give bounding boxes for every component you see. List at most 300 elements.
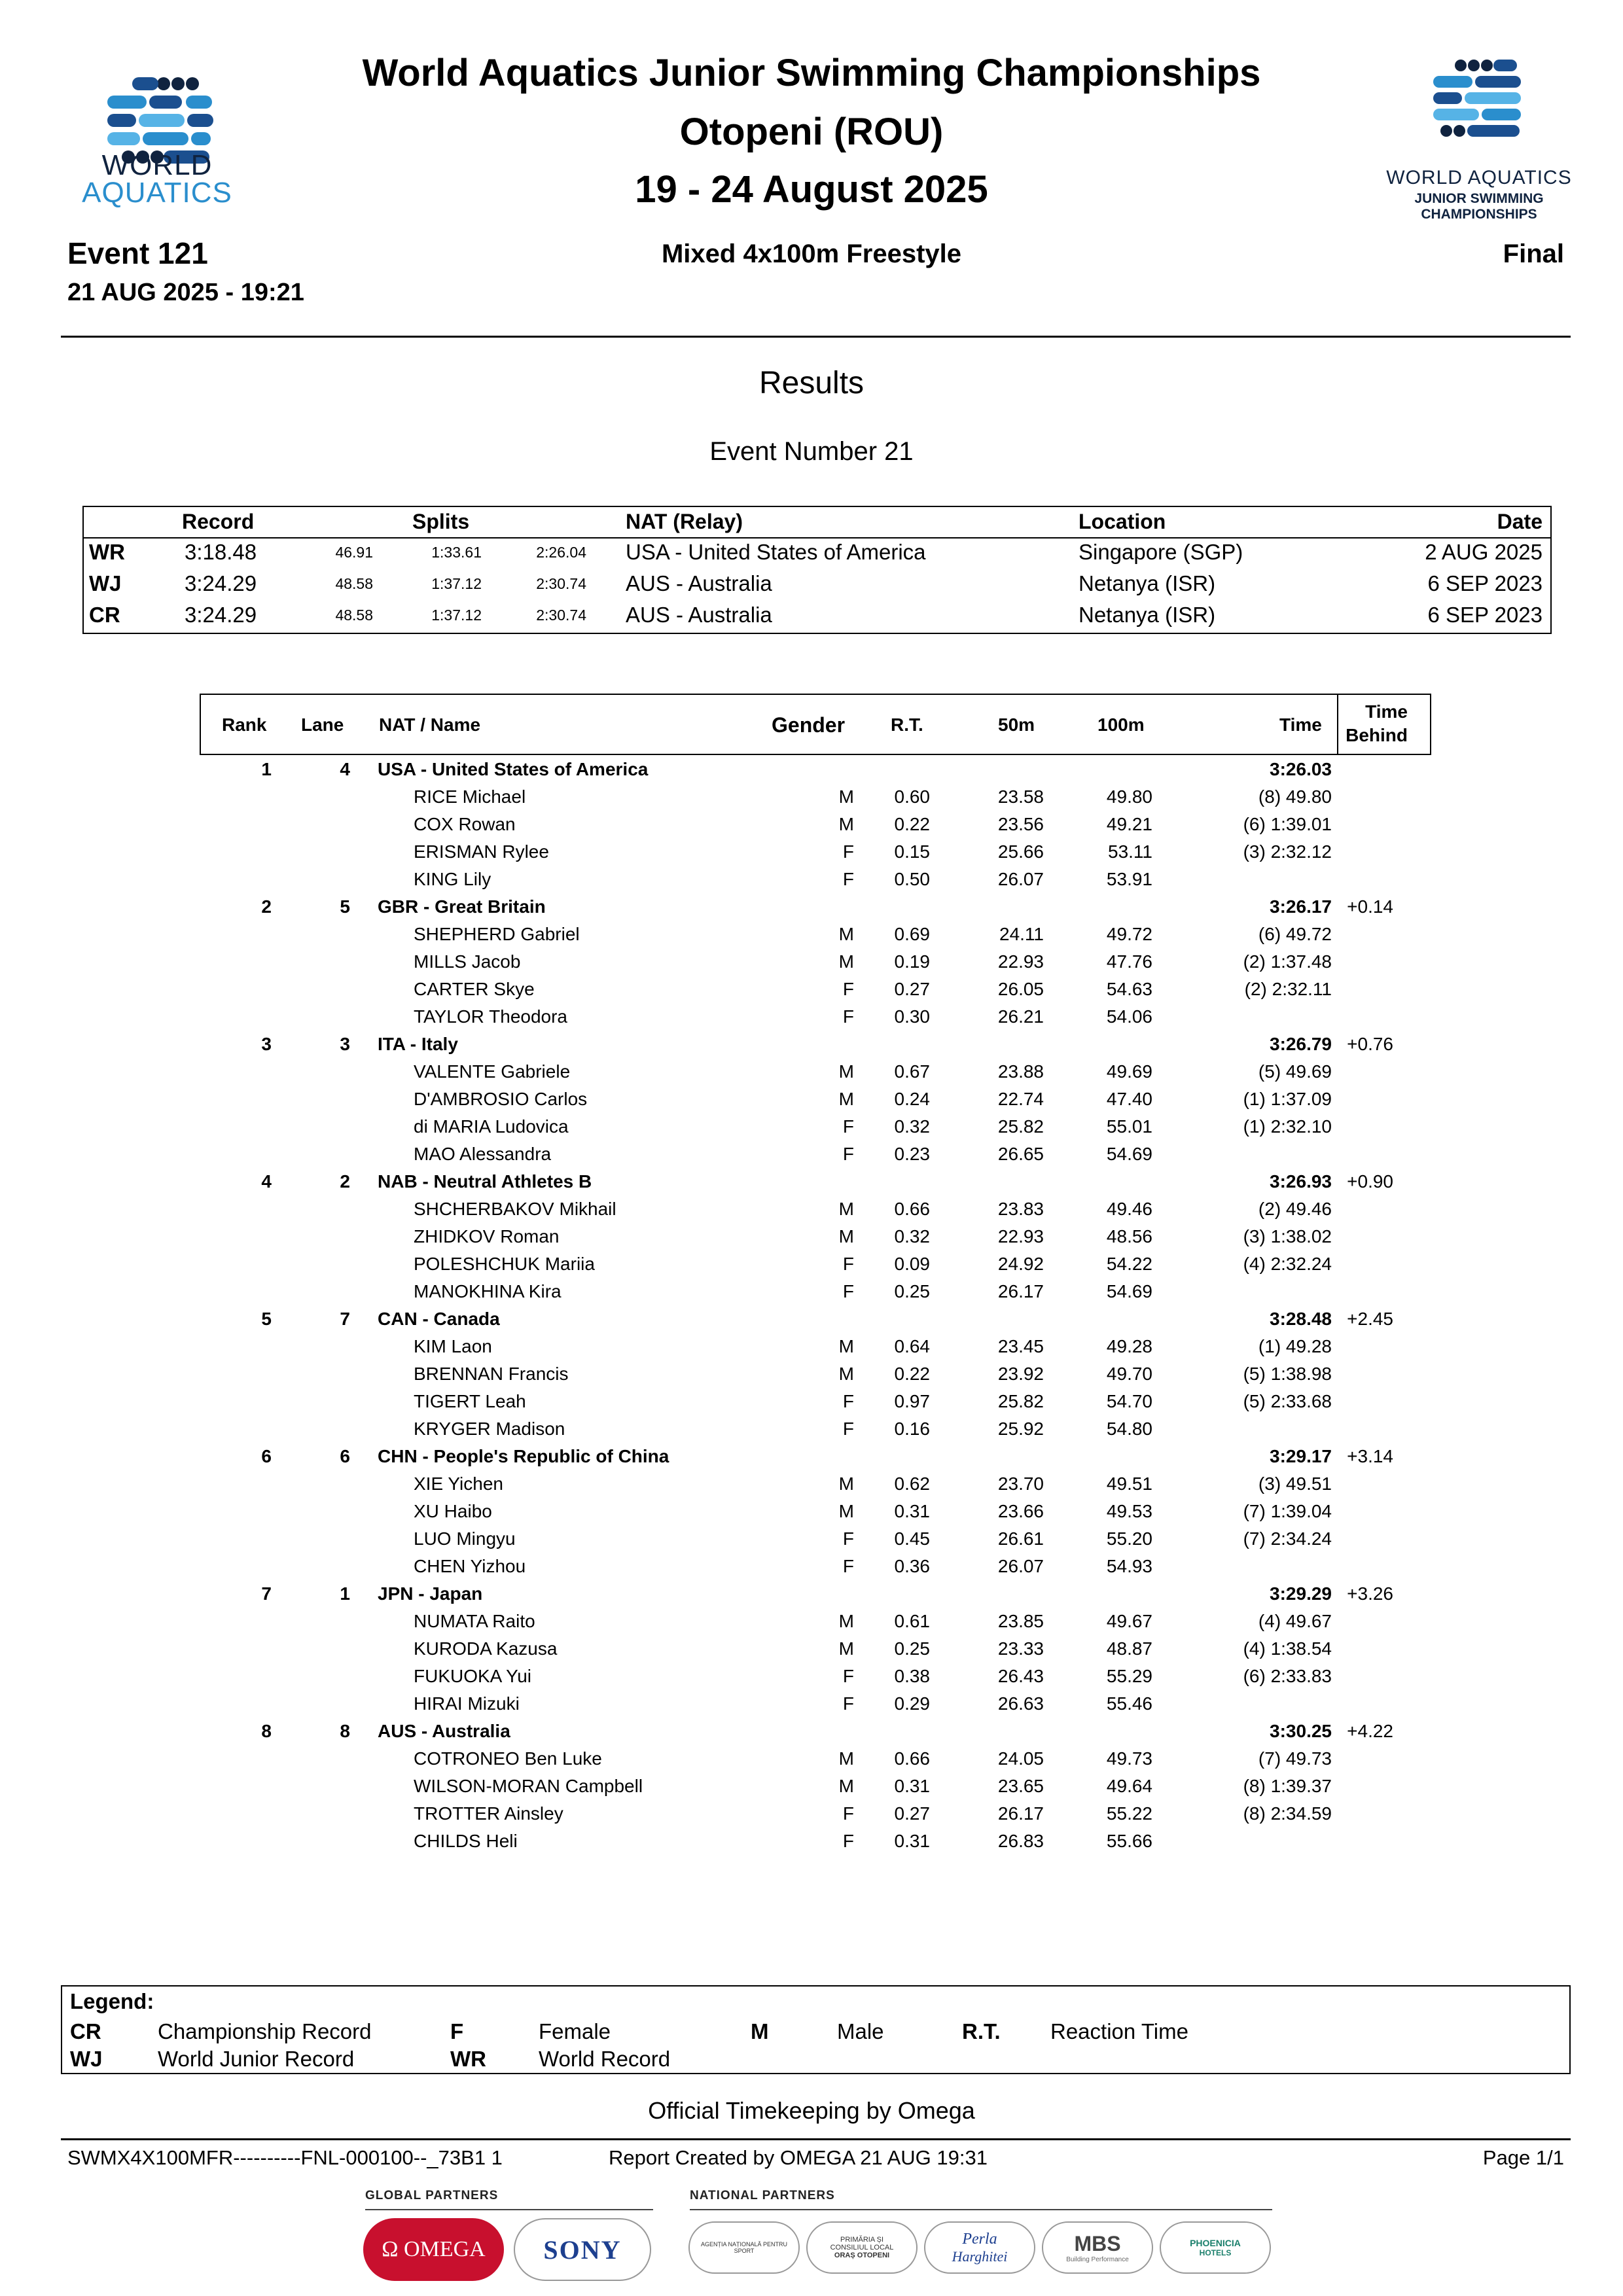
- legend-wj-text: World Junior Record: [158, 2047, 355, 2071]
- record-type: WR: [89, 540, 125, 564]
- swimmer-reaction-time: 0.69: [894, 924, 930, 944]
- swimmer-gender: F: [842, 869, 854, 889]
- swimmer-name: BRENNAN Francis: [414, 1364, 569, 1384]
- swimmer-row: [200, 784, 1431, 811]
- swimmer-row: [200, 1388, 1431, 1416]
- swimmer-row: [200, 1251, 1431, 1279]
- swimmer-split-50m: 26.07: [997, 1556, 1044, 1576]
- swimmer-split-50m: 23.88: [997, 1061, 1044, 1082]
- swimmer-cumulative: (4) 2:32.24: [1243, 1254, 1332, 1274]
- record-date: 2 AUG 2025: [1425, 540, 1543, 564]
- swimmer-name: MAO Alessandra: [414, 1144, 552, 1164]
- team-rank: 7: [261, 1583, 272, 1604]
- partner-ans-text: AGENȚIA NAȚIONALĂ PENTRU SPORT: [700, 2241, 788, 2254]
- swimmer-split-100m: 49.53: [1106, 1501, 1152, 1521]
- legend-rt-code: R.T.: [962, 2019, 1001, 2043]
- legend-cr-code: CR: [70, 2019, 101, 2043]
- swimmer-split-100m: 54.93: [1106, 1556, 1152, 1576]
- swimmer-row: [200, 1361, 1431, 1388]
- col-rt: R.T.: [891, 715, 923, 735]
- swimmer-name: NUMATA Raito: [414, 1611, 535, 1631]
- record-date: 6 SEP 2023: [1427, 603, 1543, 627]
- swimmer-split-50m: 23.92: [997, 1364, 1044, 1384]
- swimmer-name: KIM Laon: [414, 1336, 492, 1356]
- record-split-2: 1:37.12: [431, 575, 482, 592]
- team-behind: +0.14: [1347, 896, 1393, 917]
- swimmer-reaction-time: 0.45: [894, 1528, 930, 1549]
- swimmer-gender: F: [842, 1556, 854, 1576]
- swimmer-row: [200, 1416, 1431, 1443]
- swimmer-reaction-time: 0.25: [894, 1638, 930, 1659]
- swimmer-split-100m: 54.70: [1106, 1391, 1152, 1411]
- team-lane: 7: [340, 1309, 350, 1329]
- col-name: NAT / Name: [379, 715, 481, 735]
- record-split-3: 2:26.04: [536, 544, 586, 561]
- swimmer-split-50m: 24.11: [999, 924, 1044, 944]
- legend-m-code: M: [751, 2019, 769, 2043]
- legend-f-code: F: [450, 2019, 464, 2043]
- team-rank: 6: [261, 1446, 272, 1466]
- record-location: Netanya (ISR): [1079, 571, 1216, 595]
- swimmer-split-50m: 22.74: [997, 1089, 1044, 1109]
- championship-title: World Aquatics Junior Swimming Championships: [362, 52, 1261, 94]
- championship-dates: 19 - 24 August 2025: [635, 168, 988, 211]
- omega-logo: [363, 2218, 504, 2281]
- team-time: 3:29.29: [1270, 1583, 1332, 1604]
- swimmer-gender: F: [842, 1803, 854, 1824]
- swimmer-reaction-time: 0.38: [894, 1666, 930, 1686]
- col-rank: Rank: [222, 715, 267, 735]
- team-rank: 1: [261, 759, 272, 779]
- swimmer-cumulative: (7) 49.73: [1258, 1748, 1332, 1769]
- swimmer-reaction-time: 0.22: [894, 814, 930, 834]
- swimmer-cumulative: (7) 2:34.24: [1243, 1528, 1332, 1549]
- swimmer-gender: M: [838, 1638, 854, 1659]
- swimmer-split-100m: 54.69: [1106, 1281, 1152, 1301]
- swimmer-split-100m: 49.80: [1106, 786, 1152, 807]
- team-lane: 6: [340, 1446, 350, 1466]
- team-name: JPN - Japan: [378, 1583, 483, 1604]
- swimmer-cumulative: (5) 49.69: [1258, 1061, 1332, 1082]
- swimmer-name: COX Rowan: [414, 814, 516, 834]
- team-row: [200, 1031, 1431, 1059]
- swimmer-split-100m: 48.87: [1106, 1638, 1152, 1659]
- swimmer-name: FUKUOKA Yui: [414, 1666, 532, 1686]
- partner-ans-logo: [688, 2221, 800, 2274]
- swimmer-name: TAYLOR Theodora: [414, 1006, 568, 1027]
- record-split-1: 46.91: [335, 544, 373, 561]
- record-time: 3:24.29: [185, 603, 257, 627]
- swimmer-gender: F: [842, 1528, 854, 1549]
- swimmer-row: [200, 811, 1431, 839]
- team-row: [200, 1443, 1431, 1471]
- swimmer-name: di MARIA Ludovica: [414, 1116, 569, 1137]
- swimmer-reaction-time: 0.30: [894, 1006, 930, 1027]
- record-nat: USA - United States of America: [626, 540, 926, 564]
- swimmer-reaction-time: 0.62: [894, 1474, 930, 1494]
- swimmer-split-50m: 26.65: [997, 1144, 1044, 1164]
- record-split-3: 2:30.74: [536, 607, 586, 624]
- swimmer-split-50m: 26.17: [997, 1803, 1044, 1824]
- timekeeping-note: Official Timekeeping by Omega: [648, 2097, 975, 2124]
- swimmer-gender: F: [842, 1254, 854, 1274]
- col-time-behind-2: Behind: [1346, 725, 1408, 745]
- junior-championships-logo: [1420, 59, 1571, 164]
- swimmer-split-50m: 23.58: [997, 786, 1044, 807]
- swimmer-split-50m: 24.92: [997, 1254, 1044, 1274]
- swimmer-split-50m: 25.92: [997, 1419, 1044, 1439]
- swimmer-gender: M: [838, 951, 854, 972]
- record-split-2: 1:33.61: [431, 544, 482, 561]
- swimmer-name: XU Haibo: [414, 1501, 492, 1521]
- partner-perla-text-2: Harghitei: [952, 2248, 1008, 2265]
- swimmer-split-50m: 23.83: [997, 1199, 1044, 1219]
- swimmer-gender: M: [838, 1061, 854, 1082]
- section-title: Results: [758, 366, 865, 400]
- swimmer-split-50m: 26.61: [997, 1528, 1044, 1549]
- omega-logo-text: Ω OMEGA: [382, 2237, 486, 2261]
- record-time: 3:18.48: [185, 540, 257, 564]
- footer-report: Report Created by OMEGA 21 AUG 19:31: [609, 2146, 988, 2169]
- team-time: 3:26.93: [1270, 1171, 1332, 1192]
- legend-wj-code: WJ: [70, 2047, 103, 2071]
- wj-wordmark-3: CHAMPIONSHIPS: [1421, 207, 1537, 222]
- swimmer-name: ZHIDKOV Roman: [414, 1226, 560, 1246]
- swimmer-reaction-time: 0.36: [894, 1556, 930, 1576]
- swimmer-cumulative: (1) 2:32.10: [1243, 1116, 1332, 1137]
- record-nat: AUS - Australia: [626, 571, 772, 595]
- team-behind: +0.90: [1347, 1171, 1393, 1192]
- team-row: [200, 1306, 1431, 1333]
- swimmer-gender: M: [838, 1226, 854, 1246]
- swimmer-split-50m: 23.70: [997, 1474, 1044, 1494]
- swimmer-split-100m: 55.22: [1106, 1803, 1152, 1824]
- team-behind: +0.76: [1347, 1034, 1393, 1054]
- legend-box: [61, 1985, 1571, 2074]
- swimmer-row: [200, 1773, 1431, 1801]
- global-partners-rule: [365, 2209, 653, 2210]
- swimmer-split-50m: 23.66: [997, 1501, 1044, 1521]
- swimmer-split-100m: 49.73: [1106, 1748, 1152, 1769]
- swimmer-name: CHEN Yizhou: [414, 1556, 526, 1576]
- swimmer-split-100m: 53.11: [1108, 841, 1152, 862]
- record-split-2: 1:37.12: [431, 607, 482, 624]
- legend-rt-text: Reaction Time: [1050, 2019, 1188, 2043]
- results-header: [200, 694, 1431, 755]
- world-aquatics-wordmark-1: WORLD: [101, 149, 213, 181]
- swimmer-name: KRYGER Madison: [414, 1419, 565, 1439]
- legend-cr-text: Championship Record: [158, 2019, 372, 2043]
- team-name: USA - United States of America: [378, 759, 649, 779]
- event-datetime: 21 AUG 2025 - 19:21: [67, 279, 304, 306]
- record-split-1: 48.58: [335, 575, 373, 592]
- swimmer-reaction-time: 0.31: [894, 1501, 930, 1521]
- partner-perla-text-1: Perla: [962, 2230, 997, 2248]
- swimmer-reaction-time: 0.66: [894, 1748, 930, 1769]
- championship-location: Otopeni (ROU): [679, 111, 944, 153]
- legend-f-text: Female: [539, 2019, 611, 2043]
- legend-title: Legend:: [70, 1989, 154, 2013]
- swimmer-split-100m: 47.40: [1106, 1089, 1152, 1109]
- team-time: 3:26.03: [1270, 759, 1332, 779]
- record-split-3: 2:30.74: [536, 575, 586, 592]
- swimmer-reaction-time: 0.09: [894, 1254, 930, 1274]
- team-rank: 8: [261, 1721, 272, 1741]
- swimmer-reaction-time: 0.31: [894, 1831, 930, 1851]
- swimmer-split-50m: 25.82: [997, 1116, 1044, 1137]
- footer-code: SWMX4X100MFR----------FNL-000100--_73B1 1: [67, 2146, 503, 2169]
- footer-divider: [61, 2138, 1571, 2140]
- swimmer-name: KURODA Kazusa: [414, 1638, 558, 1659]
- swimmer-cumulative: (1) 49.28: [1258, 1336, 1332, 1356]
- swimmer-row: [200, 1498, 1431, 1526]
- swimmer-split-100m: 55.01: [1106, 1116, 1152, 1137]
- swimmer-gender: F: [842, 1116, 854, 1137]
- swimmer-gender: F: [842, 1144, 854, 1164]
- partner-mbs-text-1: MBS: [1074, 2232, 1121, 2255]
- swimmer-gender: M: [838, 924, 854, 944]
- swimmer-cumulative: (5) 2:33.68: [1243, 1391, 1332, 1411]
- swimmer-name: HIRAI Mizuki: [414, 1693, 520, 1714]
- swimmer-split-100m: 54.69: [1106, 1144, 1152, 1164]
- col-time: Time: [1279, 715, 1322, 735]
- swimmer-row: [200, 1196, 1431, 1224]
- swimmer-reaction-time: 0.29: [894, 1693, 930, 1714]
- swimmer-split-100m: 54.80: [1106, 1419, 1152, 1439]
- sony-logo: [514, 2218, 651, 2281]
- team-lane: 1: [340, 1583, 350, 1604]
- team-row: [200, 894, 1431, 921]
- team-row: [200, 756, 1431, 784]
- swimmer-row: [200, 1553, 1431, 1581]
- swimmer-gender: M: [838, 814, 854, 834]
- swimmer-cumulative: (8) 1:39.37: [1243, 1776, 1332, 1796]
- swimmer-split-50m: 22.93: [997, 1226, 1044, 1246]
- swimmer-gender: M: [838, 1089, 854, 1109]
- legend-wr-code: WR: [450, 2047, 486, 2071]
- event-label: Event 121: [67, 236, 208, 270]
- event-phase: Final: [1503, 239, 1564, 268]
- swimmer-gender: F: [842, 1666, 854, 1686]
- swimmer-split-50m: 25.66: [997, 841, 1044, 862]
- partner-phoenicia-text-2: HOTELS: [1199, 2248, 1232, 2257]
- swimmer-split-50m: 25.82: [997, 1391, 1044, 1411]
- swimmer-name: KING Lily: [414, 869, 491, 889]
- world-aquatics-wordmark-2: AQUATICS: [82, 177, 232, 209]
- swimmer-reaction-time: 0.22: [894, 1364, 930, 1384]
- col-50m: 50m: [998, 715, 1035, 735]
- team-name: CHN - People's Republic of China: [378, 1446, 669, 1466]
- team-lane: 2: [340, 1171, 350, 1192]
- team-rank: 3: [261, 1034, 272, 1054]
- swimmer-row: [200, 1608, 1431, 1636]
- record-type: WJ: [89, 571, 122, 595]
- swimmer-split-100m: 54.63: [1106, 979, 1152, 999]
- swimmer-gender: F: [842, 1831, 854, 1851]
- swimmer-cumulative: (1) 1:37.09: [1243, 1089, 1332, 1109]
- team-behind: +4.22: [1347, 1721, 1393, 1741]
- team-lane: 5: [340, 896, 350, 917]
- records-header-record: Record: [182, 510, 255, 533]
- records-header-nat: NAT (Relay): [626, 510, 743, 533]
- swimmer-gender: M: [838, 1501, 854, 1521]
- swimmer-cumulative: (2) 2:32.11: [1244, 979, 1332, 999]
- record-location: Netanya (ISR): [1079, 603, 1216, 627]
- swimmer-cumulative: (7) 1:39.04: [1243, 1501, 1332, 1521]
- team-time: 3:28.48: [1270, 1309, 1332, 1329]
- swimmer-split-50m: 22.93: [997, 951, 1044, 972]
- swimmer-split-100m: 48.56: [1106, 1226, 1152, 1246]
- swimmer-split-100m: 49.21: [1106, 814, 1152, 834]
- swimmer-split-50m: 26.21: [997, 1006, 1044, 1027]
- swimmer-row: [200, 1663, 1431, 1691]
- swimmer-cumulative: (4) 1:38.54: [1243, 1638, 1332, 1659]
- swimmer-cumulative: (6) 49.72: [1258, 924, 1332, 944]
- swimmer-cumulative: (8) 49.80: [1258, 786, 1332, 807]
- partner-phoenicia-logo: [1160, 2221, 1271, 2274]
- swimmer-cumulative: (6) 1:39.01: [1243, 814, 1332, 834]
- partner-otopeni-text-1: PRIMĂRIA ȘI: [840, 2236, 884, 2244]
- swimmer-cumulative: (6) 2:33.83: [1243, 1666, 1332, 1686]
- swimmer-split-50m: 23.65: [997, 1776, 1044, 1796]
- team-row: [200, 1169, 1431, 1196]
- footer-page: Page 1/1: [1482, 2146, 1564, 2169]
- record-nat: AUS - Australia: [626, 603, 772, 627]
- swimmer-row: [200, 1059, 1431, 1086]
- swimmer-split-50m: 23.56: [997, 814, 1044, 834]
- swimmer-row: [200, 1801, 1431, 1828]
- swimmer-split-50m: 26.05: [997, 979, 1044, 999]
- team-name: GBR - Great Britain: [378, 896, 546, 917]
- swimmer-gender: F: [842, 1281, 854, 1301]
- col-time-behind-1: Time: [1365, 701, 1408, 722]
- swimmer-split-100m: 54.06: [1106, 1006, 1152, 1027]
- swimmer-cumulative: (4) 49.67: [1258, 1611, 1332, 1631]
- team-lane: 4: [340, 759, 350, 779]
- records-header-splits: Splits: [412, 510, 470, 533]
- swimmer-reaction-time: 0.97: [894, 1391, 930, 1411]
- swimmer-split-100m: 55.29: [1106, 1666, 1152, 1686]
- swimmer-name: SHCHERBAKOV Mikhail: [414, 1199, 616, 1219]
- swimmer-reaction-time: 0.50: [894, 869, 930, 889]
- team-rank: 2: [261, 896, 272, 917]
- team-time: 3:30.25: [1270, 1721, 1332, 1741]
- wj-wordmark-1: WORLD AQUATICS: [1386, 167, 1572, 188]
- team-time: 3:26.17: [1270, 896, 1332, 917]
- team-rank: 4: [261, 1171, 272, 1192]
- swimmer-row: [200, 1224, 1431, 1251]
- col-behind-divider: [1337, 695, 1338, 755]
- swimmer-split-100m: 55.66: [1106, 1831, 1152, 1851]
- swimmer-cumulative: (3) 49.51: [1258, 1474, 1332, 1494]
- partner-otopeni-text-3: ORAȘ OTOPENI: [834, 2252, 890, 2259]
- swimmer-row: [200, 866, 1431, 894]
- swimmer-row: [200, 949, 1431, 976]
- swimmer-name: TROTTER Ainsley: [414, 1803, 563, 1824]
- swimmer-split-100m: 49.64: [1106, 1776, 1152, 1796]
- swimmer-row: [200, 1526, 1431, 1553]
- swimmer-split-100m: 54.22: [1106, 1254, 1152, 1274]
- team-behind: +3.14: [1347, 1446, 1393, 1466]
- partner-phoenicia-text-1: PHOENICIA: [1190, 2238, 1241, 2248]
- partner-mbs-text-2: Building Performance: [1066, 2256, 1129, 2263]
- swimmer-reaction-time: 0.64: [894, 1336, 930, 1356]
- swimmer-name: D'AMBROSIO Carlos: [414, 1089, 588, 1109]
- swimmer-split-50m: 23.45: [997, 1336, 1044, 1356]
- swimmer-split-100m: 47.76: [1106, 951, 1152, 972]
- swimmer-split-50m: 23.85: [997, 1611, 1044, 1631]
- team-row: [200, 1718, 1431, 1746]
- record-time: 3:24.29: [185, 571, 257, 595]
- team-lane: 8: [340, 1721, 350, 1741]
- swimmer-row: [200, 1746, 1431, 1773]
- swimmer-name: TIGERT Leah: [414, 1391, 526, 1411]
- swimmer-reaction-time: 0.24: [894, 1089, 930, 1109]
- swimmer-reaction-time: 0.23: [894, 1144, 930, 1164]
- swimmer-split-50m: 26.17: [997, 1281, 1044, 1301]
- event-name: Mixed 4x100m Freestyle: [661, 239, 962, 268]
- records-header-date: Date: [1497, 510, 1543, 533]
- swimmer-split-100m: 53.91: [1106, 869, 1152, 889]
- team-time: 3:29.17: [1270, 1446, 1332, 1466]
- swimmer-row: [200, 1279, 1431, 1306]
- swimmer-gender: M: [838, 1748, 854, 1769]
- swimmer-row: [200, 1004, 1431, 1031]
- swimmer-reaction-time: 0.32: [894, 1116, 930, 1137]
- swimmer-row: [200, 1636, 1431, 1663]
- swimmer-gender: M: [838, 1611, 854, 1631]
- records-header-location: Location: [1079, 510, 1166, 533]
- swimmer-cumulative: (5) 1:38.98: [1243, 1364, 1332, 1384]
- swimmer-split-100m: 49.28: [1106, 1336, 1152, 1356]
- swimmer-split-50m: 26.83: [997, 1831, 1044, 1851]
- swimmer-reaction-time: 0.60: [894, 786, 930, 807]
- swimmer-split-100m: 49.69: [1106, 1061, 1152, 1082]
- swimmer-split-100m: 49.51: [1106, 1474, 1152, 1494]
- swimmer-split-100m: 55.46: [1106, 1693, 1152, 1714]
- record-location: Singapore (SGP): [1079, 540, 1243, 564]
- swimmer-gender: F: [842, 1391, 854, 1411]
- records-header-rule: [84, 537, 1550, 539]
- swimmer-row: [200, 1141, 1431, 1169]
- record-split-1: 48.58: [335, 607, 373, 624]
- wj-wordmark-2: JUNIOR SWIMMING: [1414, 191, 1544, 206]
- swimmer-gender: M: [838, 1776, 854, 1796]
- team-behind: +2.45: [1347, 1309, 1393, 1329]
- swimmer-name: POLESHCHUK Mariia: [414, 1254, 595, 1274]
- swimmer-split-100m: 49.46: [1106, 1199, 1152, 1219]
- swimmer-row: [200, 1086, 1431, 1114]
- team-name: NAB - Neutral Athletes B: [378, 1171, 592, 1192]
- swimmer-name: MANOKHINA Kira: [414, 1281, 562, 1301]
- partner-perla-logo: [924, 2221, 1035, 2274]
- legend-m-text: Male: [837, 2019, 884, 2043]
- sony-logo-text: SONY: [543, 2234, 622, 2265]
- swimmer-row: [200, 921, 1431, 949]
- swimmer-name: WILSON-MORAN Campbell: [414, 1776, 643, 1796]
- swimmer-name: VALENTE Gabriele: [414, 1061, 571, 1082]
- swimmer-gender: M: [838, 1364, 854, 1384]
- swimmer-name: XIE Yichen: [414, 1474, 503, 1494]
- swimmer-gender: M: [838, 1336, 854, 1356]
- record-date: 6 SEP 2023: [1427, 571, 1543, 595]
- swimmer-name: RICE Michael: [414, 786, 526, 807]
- swimmer-reaction-time: 0.19: [894, 951, 930, 972]
- swimmer-gender: F: [842, 1006, 854, 1027]
- swimmer-name: CARTER Skye: [414, 979, 535, 999]
- swimmer-split-50m: 26.63: [997, 1693, 1044, 1714]
- swimmer-name: CHILDS Heli: [414, 1831, 518, 1851]
